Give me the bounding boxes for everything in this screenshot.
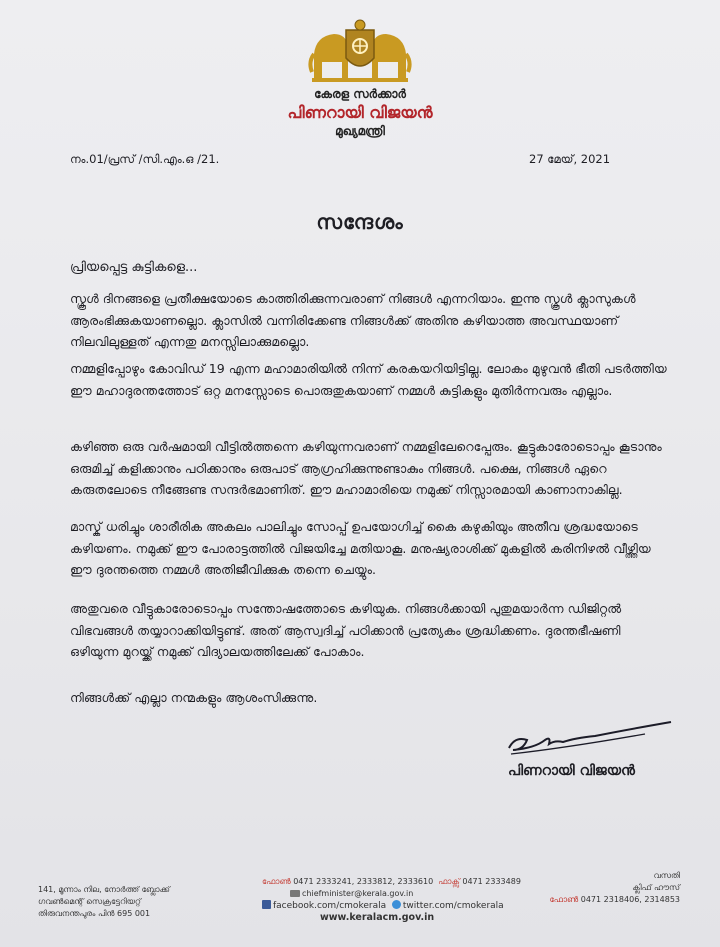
residence-name: ക്ലിഫ് ഹൗസ് bbox=[632, 883, 680, 892]
mail-icon bbox=[290, 890, 300, 897]
designation: മുഖ്യമന്ത്രി bbox=[335, 124, 385, 138]
phone-numbers: 0471 2333241, 2333812, 2333610 bbox=[293, 877, 434, 886]
signature-image bbox=[505, 718, 675, 758]
residence-title: വസതി bbox=[653, 871, 680, 880]
address-line: തിരുവനന്തപുരം പിൻ 695 001 bbox=[38, 909, 151, 918]
fax-label: ഫാക്സ് bbox=[438, 877, 460, 886]
residence-phone: 0471 2318406, 2314853 bbox=[580, 895, 680, 904]
office-address bbox=[38, 884, 218, 920]
paragraph: അതുവരെ വീട്ടുകാരോടൊപ്പം സന്തോഷത്തോടെ കഴിയുക. നിങ്ങൾക്കായി പുതുമയാർന്ന ഡിജിറ്റൽ വിഭവങ്ങൾ തയ്യാറാക്കിയിട്ടുണ്ട്. അത് ആസ്വദിച്ച് പഠിക്കാൻ പ്രത്യേകം ശ്രദ്ധിക്കണം. ദുരന്തഭീഷണി ഒഴിയുന്ന മുറയ്ക്ക് നമുക്ക് വിദ്യാലയത്തിലേക്ക് പോകാം. bbox=[70, 601, 622, 659]
address-line: 141, മൂന്നാം നില, നോർത്ത് ബ്ലോക്ക് bbox=[38, 885, 170, 894]
kerala-emblem-icon bbox=[308, 18, 412, 84]
message-heading: സന്ദേശം bbox=[316, 210, 404, 234]
residence-details bbox=[550, 870, 680, 906]
paragraph: മാസ്ക് ധരിച്ചും ശാരീരിക അകലം പാലിച്ചും സോപ്പ് ഉപയോഗിച്ച് കൈ കഴുകിയും അതീവ ശ്രദ്ധയോടെ കഴിയണം. നമുക്ക് ഈ പോരാട്ടത്തിൽ വിജയിച്ചേ മതിയാകൂ. മനുഷ്യരാശിക്ക് മുകളിൽ കരിനിഴൽ വീഴ്ത്തിയ ഈ ദുരന്തത്തെ നമ്മൾ അതിജീവിക്കുക തന്നെ ചെയ്യും. bbox=[70, 519, 651, 577]
facebook-icon bbox=[262, 900, 271, 909]
residence-phone-label: ഫോൺ bbox=[549, 895, 579, 904]
facebook-link[interactable]: facebook.com/cmokerala bbox=[273, 901, 387, 911]
address-line: ഗവൺമെന്റ് സെക്രട്ടേറിയറ്റ് bbox=[38, 897, 141, 906]
govt-label: കേരള സർക്കാർ bbox=[314, 87, 406, 101]
paragraph: നമ്മളിപ്പോഴും കോവിഡ് 19 എന്ന മഹാമാരിയിൽ നിന്ന് കരകയറിയിട്ടില്ല. ലോകം മുഴുവൻ ഭീതി പടർത്തിയ ഈ മഹാദുരന്തത്തോട് ഒറ്റ മനസ്സോടെ പൊരുതുകയാണ് നമ്മൾ കുട്ടികളും മുതിർന്നവരും എല്ലാം. bbox=[70, 361, 667, 398]
email-link[interactable]: chiefminister@kerala.gov.in bbox=[302, 889, 414, 898]
paragraph: കഴിഞ്ഞ ഒരു വർഷമായി വീട്ടിൽത്തന്നെ കഴിയുന്നവരാണ് നമ്മളിലേറെപ്പേരും. കൂട്ടുകാരോടൊപ്പം കൂടാനും ഒരുമിച്ച് കളിക്കാനും പഠിക്കാനും ഒരുപാട് ആഗ്രഹിക്കുന്നുണ്ടാകും നിങ്ങൾ. പക്ഷെ, നിങ്ങൾ ഏറെ കരുതലോടെ നീങ്ങേണ്ട സന്ദർഭമാണിത്. ഈ മഹാമാരിയെ നമുക്ക് നിസ്സാരമായി കാണാനാകില്ല. bbox=[70, 439, 662, 497]
letter-date: 27 മേയ്, 2021 bbox=[529, 152, 611, 166]
phone-label: ഫോൺ bbox=[262, 877, 291, 886]
signatory-name: പിണറായി വിജയൻ bbox=[508, 763, 635, 779]
twitter-link[interactable]: twitter.com/cmokerala bbox=[402, 901, 504, 911]
fax-number: 0471 2333489 bbox=[462, 877, 521, 886]
twitter-icon bbox=[392, 900, 401, 909]
contact-details bbox=[262, 876, 521, 924]
website-link[interactable]: www.keralacm.gov.in bbox=[320, 912, 435, 923]
paragraph: സ്കൂൾ ദിനങ്ങളെ പ്രതീക്ഷയോടെ കാത്തിരിക്കുന്നവരാണ് നിങ്ങൾ എന്നറിയാം. ഇന്നു സ്കൂൾ ക്ലാസുകൾ ആരംഭിക്കുകയാണല്ലൊ. ക്ലാസിൽ വന്നിരിക്കേണ്ട നിങ്ങൾക്ക് അതിനു കഴിയാത്ത അവസ്ഥയാണ് നിലവിലുള്ളത് എന്നതു മനസ്സിലാക്കുമല്ലൊ. bbox=[70, 291, 636, 349]
reference-number: നം.01/പ്രസ് /സി.എം.ഒ /21. bbox=[70, 152, 220, 166]
closing-line: നിങ്ങൾക്ക് എല്ലാ നന്മകളും ആശംസിക്കുന്നു. bbox=[70, 690, 318, 705]
chief-minister-name: പിണറായി വിജയൻ bbox=[287, 103, 433, 122]
salutation: പ്രിയപ്പെട്ട കുട്ടികളെ... bbox=[70, 260, 198, 275]
